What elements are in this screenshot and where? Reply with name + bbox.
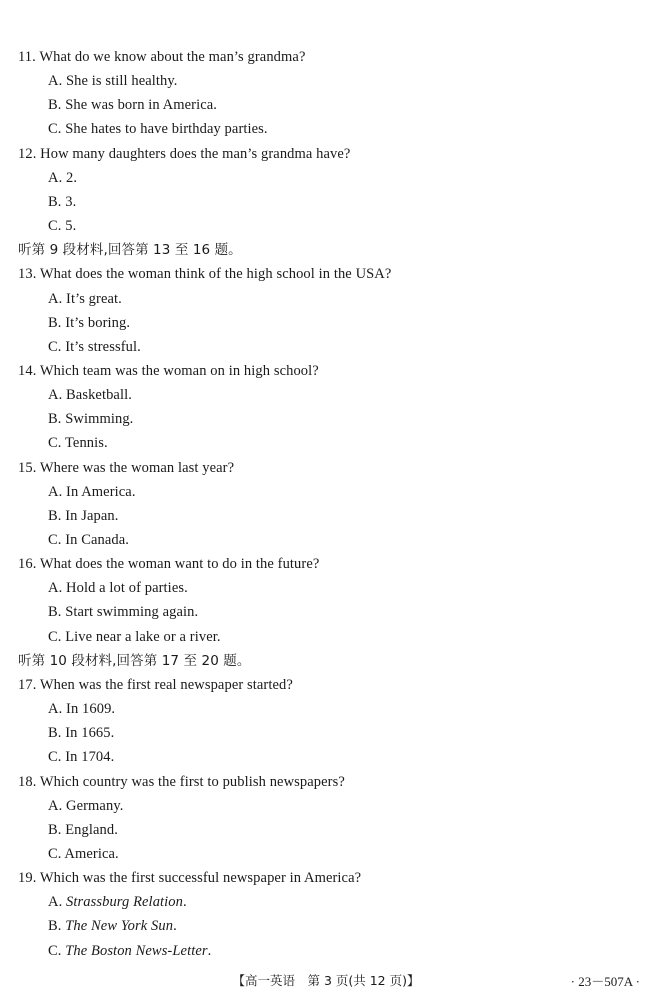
option-text: . — [173, 918, 177, 935]
option-text: C. Live near a lake or a river. — [48, 628, 221, 645]
answer-option — [48, 530, 129, 550]
answer-option — [48, 820, 118, 840]
answer-option — [48, 627, 221, 647]
answer-option — [48, 482, 136, 502]
option-text: . — [183, 894, 187, 911]
option-text: C. America. — [48, 845, 119, 862]
page-footer — [0, 969, 652, 991]
question-text: 13. What does the woman think of the high school in the USA? — [18, 266, 392, 283]
option-text: B. In Japan. — [48, 507, 119, 524]
option-text: B. Start swimming again. — [48, 604, 199, 621]
option-text: . — [207, 942, 212, 959]
question-text: 14. Which team was the woman on in high school? — [18, 362, 319, 379]
answer-option — [48, 71, 178, 91]
question-text: 16. What does the woman want to do in the future? — [18, 556, 320, 573]
answer-option — [48, 699, 115, 719]
question-text: 18. Which country was the first to publish newspapers? — [18, 773, 345, 790]
question-text: 11. What do we know about the man’s grandma? — [18, 49, 306, 65]
option-text: B. — [48, 918, 66, 935]
option-text: A. — [48, 894, 67, 911]
option-text: C. 5. — [48, 218, 77, 234]
answer-option — [48, 578, 188, 598]
answer-option — [48, 409, 133, 429]
option-text: A. Hold a lot of parties. — [48, 580, 188, 597]
option-text: B. 3. — [48, 193, 77, 210]
answer-option — [48, 433, 108, 453]
answer-option — [48, 506, 118, 526]
answer-option — [48, 941, 211, 961]
option-text: A. Germany. — [48, 797, 124, 814]
exam-code: · 23－507A · — [570, 974, 640, 989]
answer-option — [48, 216, 76, 236]
option-text: A. In 1609. — [48, 701, 116, 717]
option-text: C. — [48, 942, 66, 959]
answer-option — [48, 796, 123, 816]
answer-option — [48, 892, 187, 912]
option-text: A. She is still healthy. — [48, 73, 178, 90]
answer-option — [48, 602, 198, 622]
option-title-italic: Strassburg Relation — [66, 894, 183, 911]
option-text: A. Basketball. — [48, 387, 132, 404]
answer-option — [48, 119, 268, 139]
page-number-label: 【高一英语 第 3 页(共 12 页)】 — [232, 973, 420, 988]
question-text: 19. Which was the first successful newspaper in America? — [18, 870, 362, 887]
answer-option — [48, 916, 177, 936]
answer-option — [48, 385, 132, 405]
section-instruction: 听第 9 段材料,回答第 13 至 16 题。 — [18, 242, 242, 259]
answer-option — [48, 313, 130, 333]
option-text: C. It’s stressful. — [48, 338, 141, 355]
option-text: C. She hates to have birthday parties. — [48, 121, 268, 138]
option-text: B. In 1665. — [48, 725, 115, 742]
option-text: B. It’s boring. — [48, 314, 131, 331]
answer-option — [48, 289, 122, 309]
option-text: C. In 1704. — [48, 749, 115, 766]
option-text: A. It’s great. — [48, 290, 122, 307]
option-text: B. England. — [48, 821, 118, 838]
option-text: C. In Canada. — [48, 532, 130, 548]
answer-option — [48, 95, 217, 115]
answer-option — [48, 337, 141, 357]
option-text: B. Swimming. — [48, 411, 134, 428]
question-text: 15. Where was the woman last year? — [18, 459, 235, 476]
answer-option — [48, 844, 119, 864]
question-text: 17. When was the first real newspaper started? — [18, 676, 293, 693]
option-title-italic: The New York Sun — [65, 918, 174, 935]
answer-option — [48, 192, 76, 212]
answer-option — [48, 747, 114, 767]
option-text: C. Tennis. — [48, 435, 108, 452]
option-text: A. In America. — [48, 483, 136, 500]
option-text: A. 2. — [48, 169, 78, 186]
section-instruction: 听第 10 段材料,回答第 17 至 20 题。 — [18, 652, 251, 669]
answer-option — [48, 723, 114, 743]
option-title-italic: The Boston News-Letter — [65, 942, 208, 959]
answer-option — [48, 168, 77, 188]
question-text: 12. How many daughters does the man’s grandma have? — [18, 145, 351, 162]
option-text: B. She was born in America. — [48, 97, 218, 114]
